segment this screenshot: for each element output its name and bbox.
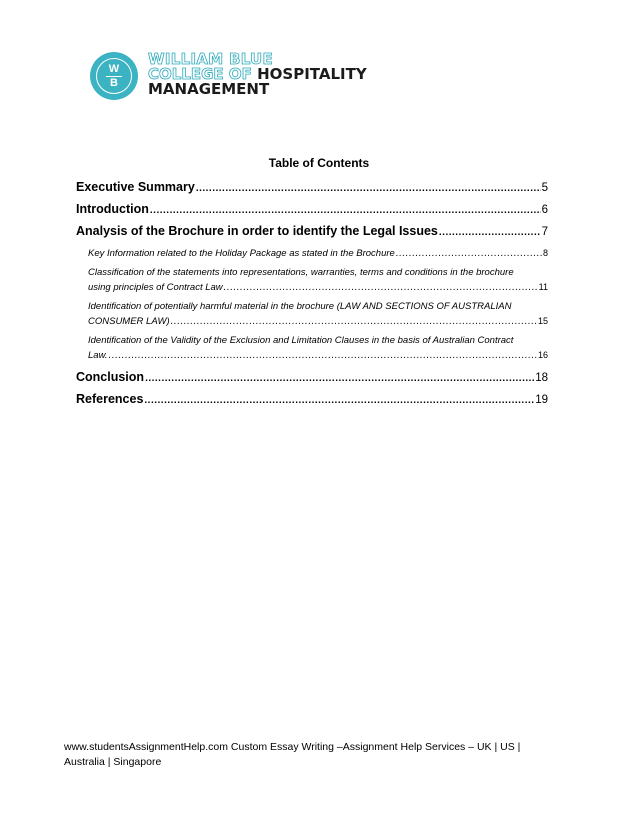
page-footer	[64, 740, 544, 770]
toc-entry-exclusion-clauses[interactable]: Identification of the Validity of the Exclusion and Limitation Clauses in the basis of Australian Contract Law. ..... 16	[88, 333, 548, 363]
toc-entry-introduction[interactable]: Introduction ..... 6	[76, 198, 548, 220]
college-logo	[90, 52, 390, 102]
wb-emblem-icon: W B	[90, 52, 138, 100]
toc-entry-key-information[interactable]: Key Information related to the Holiday Package as stated in the Brochure ..... 8	[88, 246, 548, 261]
toc-entry-executive-summary[interactable]: Executive Summary ..... 5	[76, 176, 548, 198]
toc-entry-harmful-material[interactable]: Identification of potentially harmful material in the brochure (LAW AND SECTIONS OF AUSTRALIAN CONSUMER LAW) ..... 15	[88, 299, 548, 329]
footer-line-2: Australia | Singapore	[64, 756, 162, 768]
logo-line-3: MANAGEMENT	[148, 80, 270, 98]
toc-entry-classification[interactable]: Classification of the statements into representations, warranties, terms and conditions in the brochure using principles of Contract Law ..... 11	[88, 265, 548, 295]
toc-entry-references[interactable]: References ..... 19	[76, 388, 548, 410]
table-of-contents	[76, 176, 548, 410]
toc-title: Table of Contents	[268, 156, 370, 170]
footer-line-1: www.studentsAssignmentHelp.com Custom Essay Writing –Assignment Help Services – UK | US |	[64, 741, 521, 753]
logo-line-1: WILLIAM BLUE	[148, 50, 274, 68]
toc-entry-analysis[interactable]: Analysis of the Brochure in order to identify the Legal Issues ..... 7	[76, 220, 548, 242]
logo-wordmark	[148, 52, 367, 97]
logo-line-2a: COLLEGE OF	[148, 65, 258, 83]
logo-line-2b: HOSPITALITY	[257, 65, 367, 83]
toc-entry-conclusion[interactable]: Conclusion ..... 18	[76, 366, 548, 388]
